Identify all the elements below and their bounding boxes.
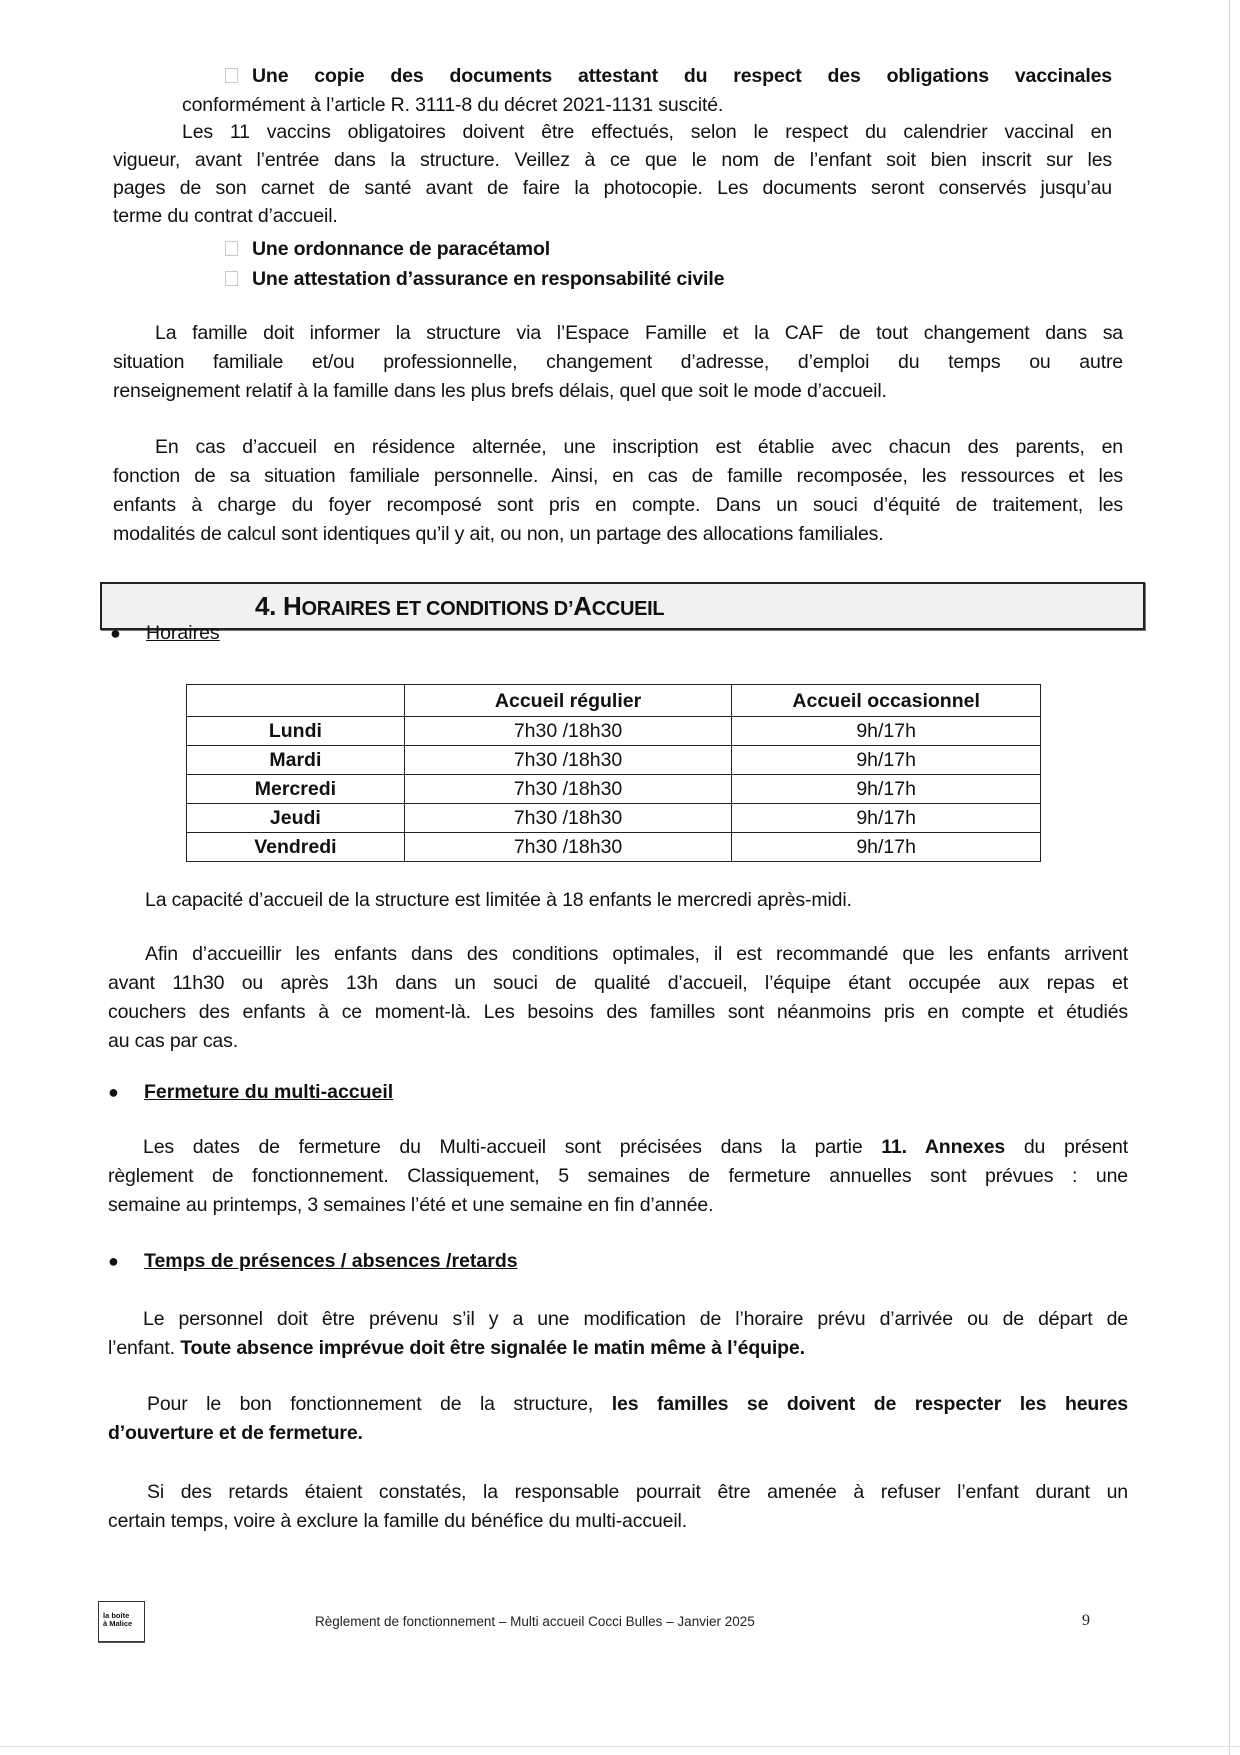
cell-day: Vendredi xyxy=(187,833,405,862)
cell-regular: 7h30 /18h30 xyxy=(404,833,732,862)
section-title: 4. HORAIRES ET CONDITIONS D’ACCUEIL xyxy=(255,591,665,621)
schedule-table xyxy=(186,684,1041,862)
retards-line-1: Si des retards étaient constatés, la responsable pourrait être amenée à refuser l’enfant durant un xyxy=(147,1481,1128,1503)
scan-bottom-line xyxy=(0,1746,1240,1747)
cell-regular: 7h30 /18h30 xyxy=(404,746,732,775)
fermeture-line-1: Les dates de fermeture du Multi-accueil sont précisées dans la partie 11. Annexes du présent xyxy=(143,1136,1128,1158)
capacite-text: La capacité d’accueil de la structure est limitée à 18 enfants le mercredi après-midi. xyxy=(145,889,852,911)
table-row xyxy=(187,833,1041,862)
bullet-icon: ● xyxy=(110,623,121,643)
section-heading-box xyxy=(100,582,1145,630)
checkbox-icon xyxy=(225,271,238,286)
afin-line-1: Afin d’accueillir les enfants dans des conditions optimales, il est recommandé que les enfants arrivent xyxy=(145,943,1128,965)
footer-text: Règlement de fonctionnement – Multi accueil Cocci Bulles – Janvier 2025 xyxy=(315,1614,755,1629)
cell-regular: 7h30 /18h30 xyxy=(404,717,732,746)
checkbox-icon xyxy=(225,241,238,256)
afin-line-3: couchers des enfants à ce moment-là. Les besoins des familles sont néanmoins pris en compte et étudiés xyxy=(108,1001,1128,1023)
bon-line-1: Pour le bon fonctionnement de la structure, les familles se doivent de respecter les heures xyxy=(147,1393,1128,1415)
header-empty xyxy=(187,685,405,717)
checklist-item-vaccination-cont: conformément à l’article R. 3111-8 du décret 2021-1131 suscité. xyxy=(182,94,724,116)
bullet-icon: ● xyxy=(108,1251,119,1271)
cell-day: Mardi xyxy=(187,746,405,775)
retards-line-2: certain temps, voire à exclure la famille du bénéfice du multi-accueil. xyxy=(108,1510,687,1532)
vaccines-line-4: terme du contrat d’accueil. xyxy=(113,205,338,227)
personnel-line-1: Le personnel doit être prévenu s’il y a une modification de l’horaire prévu d’arrivée ou de départ de xyxy=(143,1308,1128,1330)
vaccines-line-2: vigueur, avant l’entrée dans la structure. Veillez à ce que le nom de l’enfant soit bien inscrit sur les xyxy=(113,149,1112,171)
cell-day: Jeudi xyxy=(187,804,405,833)
famille-line-2: situation familiale et/ou professionnelle, changement d’adresse, d’emploi du temps ou autre xyxy=(113,351,1123,373)
famille-line-1: La famille doit informer la structure via l’Espace Famille et la CAF de tout changement dans sa xyxy=(155,322,1123,344)
fermeture-line-3: semaine au printemps, 3 semaines l’été et une semaine en fin d’année. xyxy=(108,1194,714,1216)
table-row xyxy=(187,775,1041,804)
vaccines-line-3: pages de son carnet de santé avant de faire la photocopie. Les documents seront conservés jusqu’au xyxy=(113,177,1112,199)
document-page: Une copie des documents attestant du respect des obligations vaccinales conformément à l’article R. 3111-8 du décret 2021-1131 suscité. Les 11 vaccins obligatoires doivent être effectués, selon le respect du calendrier vaccinal en vigueur, avant l’entrée dans la structure. Veillez à ce que le nom de l’enfant soit bien inscrit sur les pages de son carnet de santé avant de faire la photocopie. Les documents seront conservés jusqu’au terme du contrat d’accueil. Une ordonnance de paracétamol Une attestation d’assurance en responsabilité civile La famille doit informer la structure via l’Espace Famille et la CAF de tout changement dans sa situation familiale et/ou professionnelle, changement d’adresse, d’emploi du temps ou autre renseignement relatif à la famille dans les plus brefs délais, quel que soit le mode d’accueil. En cas d’accueil en résidence alternée, une inscription est établie avec chacun des parents, en fonction de sa situation familiale personnelle. Ainsi, en cas de famille recomposée, les ressources et les enfants à charge du foyer recomposé sont pris en compte. Dans un souci d’équité de traitement, les modalités de calcul sont identiques qu’il y ait, ou non, un partage des allocations familiales. 4. HORAIRES ET CONDITIONS D’ACCUEIL ● Horaires Accueil régulier Accueil occasionnel Lundi 7h30 /18h30 9h/17h Mardi 7h30 /18h30 9h/17h Mercredi 7h30 /18h30 9h/17h Jeudi 7h30 /18h30 9h/17h Vendredi 7h30 /18h30 9h/17h La capacité d’accueil de la structure est limitée à 18 enfants le mercredi après-midi. Afin d’accueillir les enfants dans des conditions optimales, il est recommandé que les enfants arrivent avant 11h30 ou après 13h dans un souci de qualité d’accueil, l’équipe étant occupée aux repas et couchers des enfants à ce moment-là. Les besoins des familles sont néanmoins pris en compte et étudiés au cas par cas. ● Fermeture du multi-accueil Les dates de fermeture du Multi-accueil sont précisées dans la partie 11. Annexes du présent règlement de fonctionnement. Classiquement, 5 semaines de fermeture annuelles sont prévues : une semaine au printemps, 3 semaines l’été et une semaine en fin d’année. ● Temps de présences / absences /retards Le personnel doit être prévenu s’il y a une modification de l’horaire prévu d’arrivée ou de départ de l’enfant. Toute absence imprévue doit être signalée le matin même à l’équipe. Pour le bon fonctionnement de la structure, les familles se doivent de respecter les heures d’ouverture et de fermeture. Si des retards étaient constatés, la responsable pourrait être amenée à refuser l’enfant durant un certain temps, voire à exclure la famille du bénéfice du multi-accueil. la boîte à Malice Règlement de fonctionnement – Multi accueil Cocci Bulles – Janvier 2025 9 xyxy=(0,0,1240,1755)
afin-line-4: au cas par cas. xyxy=(108,1030,238,1052)
checklist-item-paracetamol: Une ordonnance de paracétamol xyxy=(225,235,550,263)
afin-line-2: avant 11h30 ou après 13h dans un souci de qualité d’accueil, l’équipe étant occupée aux repas et xyxy=(108,972,1128,994)
checklist-item-insurance: Une attestation d’assurance en responsabilité civile xyxy=(225,265,724,293)
cell-occasional: 9h/17h xyxy=(732,775,1041,804)
header-regular: Accueil régulier xyxy=(404,685,732,717)
page-number: 9 xyxy=(1082,1612,1090,1629)
cell-day: Mercredi xyxy=(187,775,405,804)
checkbox-icon xyxy=(225,68,238,83)
footer-logo: la boîte à Malice xyxy=(98,1601,145,1642)
alternee-line-3: enfants à charge du foyer recomposé sont pris en compte. Dans un souci d’équité de traitement, les xyxy=(113,494,1123,516)
bon-line-2: d’ouverture et de fermeture. xyxy=(108,1422,363,1444)
cell-day: Lundi xyxy=(187,717,405,746)
cell-occasional: 9h/17h xyxy=(732,833,1041,862)
alternee-line-4: modalités de calcul sont identiques qu’il y ait, ou non, un partage des allocations familiales. xyxy=(113,523,884,545)
cell-regular: 7h30 /18h30 xyxy=(404,804,732,833)
header-occasional: Accueil occasionnel xyxy=(732,685,1041,717)
famille-line-3: renseignement relatif à la famille dans les plus brefs délais, quel que soit le mode d’accueil. xyxy=(113,380,887,402)
fermeture-line-2: règlement de fonctionnement. Classiquement, 5 semaines de fermeture annuelles sont prévues : une xyxy=(108,1165,1128,1187)
vaccines-line-1: Les 11 vaccins obligatoires doivent être effectués, selon le respect du calendrier vaccinal en xyxy=(182,121,1112,143)
table-header-row xyxy=(187,685,1041,717)
alternee-line-2: fonction de sa situation familiale personnelle. Ainsi, en cas de famille recomposée, les ressources et les xyxy=(113,465,1123,487)
checklist-item-vaccination: Une copie des documents attestant du respect des obligations vaccinales xyxy=(225,62,1112,90)
cell-occasional: 9h/17h xyxy=(732,717,1041,746)
table-row xyxy=(187,746,1041,775)
cell-occasional: 9h/17h xyxy=(732,804,1041,833)
cell-occasional: 9h/17h xyxy=(732,746,1041,775)
alternee-line-1: En cas d’accueil en résidence alternée, une inscription est établie avec chacun des parents, en xyxy=(155,436,1123,458)
personnel-line-2: l’enfant. Toute absence imprévue doit être signalée le matin même à l’équipe. xyxy=(108,1337,805,1359)
table-row xyxy=(187,717,1041,746)
scan-edge-line xyxy=(1229,0,1230,1755)
bullet-icon: ● xyxy=(108,1082,119,1102)
table-row xyxy=(187,804,1041,833)
cell-regular: 7h30 /18h30 xyxy=(404,775,732,804)
